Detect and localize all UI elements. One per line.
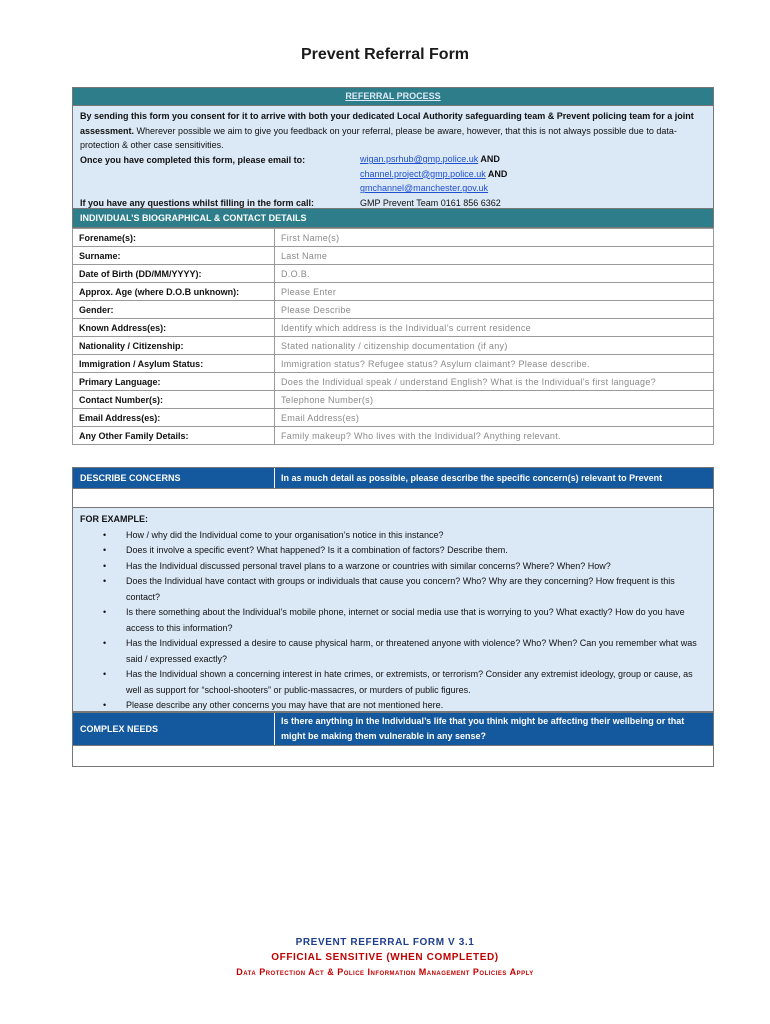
footer-policy: Data Protection Act & Police Information Management Policies Apply	[236, 967, 534, 977]
questions-contact: GMP Prevent Team 0161 856 6362	[360, 198, 501, 208]
details-row	[73, 373, 714, 391]
complex-needs-input[interactable]	[72, 746, 714, 767]
email-link-channel-project[interactable]: channel.project@gmp.police.uk	[360, 168, 486, 179]
describe-concerns-header	[72, 467, 714, 489]
example-item: • Is there something about the Individual’s mobile phone, internet or social media use that is worrying to you? What exactly? How do you have access to this information?	[126, 605, 706, 636]
example-item: • Does it involve a specific event? What happened? Is it a combination of factors? Describe them.	[126, 543, 706, 559]
field-input[interactable]: Immigration status? Refugee status? Asylum claimant? Please describe.	[275, 355, 714, 373]
email-list	[360, 152, 507, 196]
footer-version: PREVENT REFERRAL FORM V 3.1	[295, 937, 475, 948]
page-title: Prevent Referral Form	[300, 46, 470, 63]
email-instruction: Once you have completed this form, please email to:	[80, 154, 306, 165]
details-row	[73, 301, 714, 319]
field-label: Nationality / Citizenship:	[73, 337, 275, 355]
footer-classification: OFFICIAL SENSITIVE (WHEN COMPLETED)	[271, 952, 499, 963]
example-item: • Has the Individual shown a concerning interest in hate crimes, or extremists, or terrorism? Consider any extremist ideology, group or cause, as well as support for “school-shooters” or public-massacres, or murders of public figures.	[126, 667, 706, 698]
examples-box	[72, 508, 714, 712]
field-label: Date of Birth (DD/MM/YYYY):	[73, 265, 275, 283]
describe-concerns-label: DESCRIBE CONCERNS	[73, 468, 275, 488]
details-row	[73, 355, 714, 373]
field-input[interactable]: Does the Individual speak / understand English? What is the Individual’s first language?	[275, 373, 714, 391]
example-item: • Does the Individual have contact with groups or individuals that cause you concern? Who? Why are they concerning? How frequent is this contact?	[126, 574, 706, 605]
field-input[interactable]: Last Name	[275, 247, 714, 265]
details-row	[73, 391, 714, 409]
details-row	[73, 265, 714, 283]
field-input[interactable]: Family makeup? Who lives with the Individual? Anything relevant.	[275, 427, 714, 445]
details-row	[73, 337, 714, 355]
email-and-2: AND	[485, 168, 508, 179]
field-label: Contact Number(s):	[73, 391, 275, 409]
field-input[interactable]: Telephone Number(s)	[275, 391, 714, 409]
details-row	[73, 283, 714, 301]
field-label: Immigration / Asylum Status:	[73, 355, 275, 373]
field-input[interactable]: Please Describe	[275, 301, 714, 319]
details-row	[73, 427, 714, 445]
questions-label: If you have any questions whilst filling in the form call:	[80, 198, 315, 208]
field-label: Gender:	[73, 301, 275, 319]
details-row	[73, 247, 714, 265]
consent-normal: Wherever possible we aim to give you feedback on your referral, please be aware, however, that this is not always possible due to data-protection & other case sensitivities.	[80, 125, 677, 151]
example-item: • Please describe any other concerns you may have that are not mentioned here.	[126, 698, 706, 714]
field-label: Any Other Family Details:	[73, 427, 275, 445]
details-table	[72, 228, 714, 445]
example-item: • How / why did the Individual come to your organisation’s notice in this instance?	[126, 528, 706, 544]
email-link-gmchannel[interactable]: gmchannel@manchester.gov.uk	[360, 183, 489, 194]
complex-needs-header	[72, 712, 714, 746]
referral-process-header: REFERRAL PROCESS	[72, 87, 714, 106]
field-input[interactable]: D.O.B.	[275, 265, 714, 283]
referral-process-box	[72, 106, 714, 209]
field-input[interactable]: Stated nationality / citizenship documentation (if any)	[275, 337, 714, 355]
field-label: Approx. Age (where D.O.B unknown):	[73, 283, 275, 301]
examples-heading: FOR EXAMPLE:	[80, 514, 149, 524]
referral-form	[72, 87, 714, 767]
examples-list	[80, 528, 706, 714]
field-input[interactable]: Email Address(es)	[275, 409, 714, 427]
details-row	[73, 319, 714, 337]
details-header: INDIVIDUAL’S BIOGRAPHICAL & CONTACT DETAILS	[72, 209, 714, 228]
email-link-wigan[interactable]: wigan.psrhub@gmp.police.uk	[360, 154, 479, 164]
field-input[interactable]: First Name(s)	[275, 229, 714, 247]
field-label: Known Address(es):	[73, 319, 275, 337]
field-input[interactable]: Please Enter	[275, 283, 714, 301]
describe-concerns-prompt: In as much detail as possible, please describe the specific concern(s) relevant to Prevent	[281, 473, 663, 483]
concerns-input[interactable]	[72, 489, 714, 508]
field-label: Email Address(es):	[73, 409, 275, 427]
field-label: Surname:	[73, 247, 275, 265]
example-item: • Has the Individual expressed a desire to cause physical harm, or threatened anyone with violence? Who? When? Can you remember what was said / expressed exactly?	[126, 636, 706, 667]
field-label: Primary Language:	[73, 373, 275, 391]
field-input[interactable]: Identify which address is the Individual’s current residence	[275, 319, 714, 337]
details-row	[73, 229, 714, 247]
email-and-1: AND	[478, 154, 500, 164]
field-label: Forename(s):	[73, 229, 275, 247]
complex-needs-label: COMPLEX NEEDS	[73, 713, 275, 745]
consent-text	[80, 109, 707, 153]
consent-bold: By sending this form you consent for it to arrive with both your dedicated Local Authority safeguarding team & Prevent policing team for a joint assessment.	[80, 111, 694, 136]
details-row	[73, 409, 714, 427]
example-item: • Has the Individual discussed personal travel plans to a warzone or countries with similar concerns? Where? When? How?	[126, 559, 706, 575]
complex-needs-prompt: Is there anything in the Individual’s life that you think might be affecting their wellbeing or that might be making them vulnerable in any sense?	[281, 716, 685, 741]
